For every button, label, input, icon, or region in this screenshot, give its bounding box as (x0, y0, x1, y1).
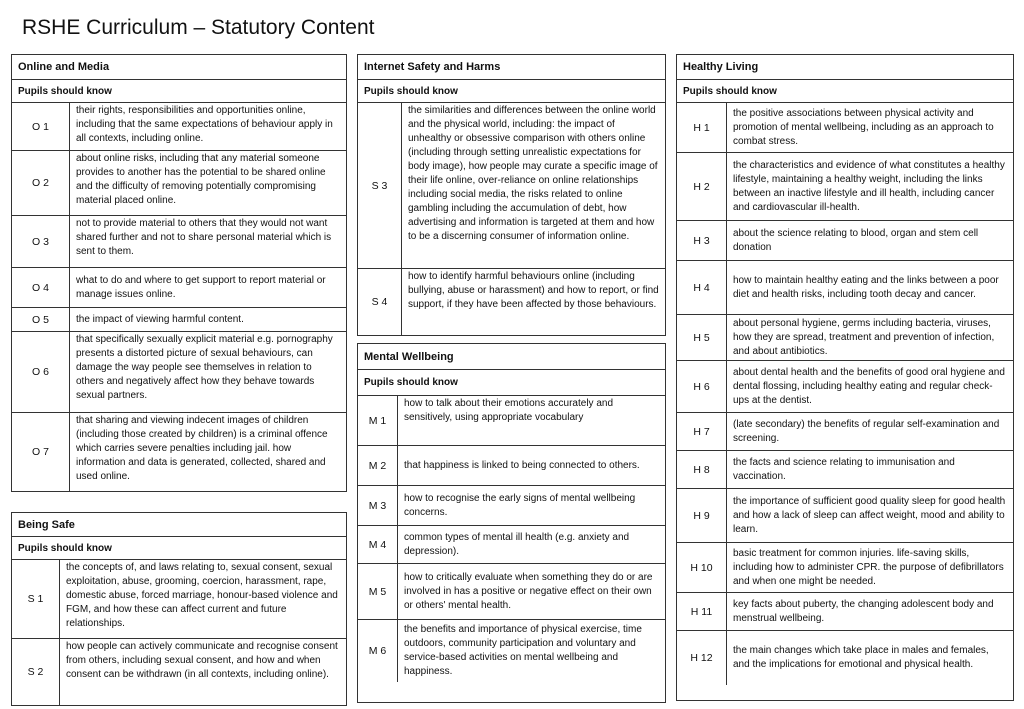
table-row (12, 268, 346, 308)
table-row (12, 103, 346, 151)
table-row (677, 221, 1013, 261)
row-code: S 1 (12, 560, 60, 638)
row-code: H 3 (677, 221, 727, 260)
healthy-living-panel (676, 54, 1014, 701)
table-row (677, 451, 1013, 489)
row-code: O 1 (12, 103, 70, 150)
row-text: about online risks, including that any material someone provides to another has the potential to be shared online and the difficulty of removing potentially compromising material placed online. (76, 153, 326, 206)
row-text: the importance of sufficient good quality sleep for good health and how a lack of sleep can affect weight, mood and ability to learn. (733, 495, 1006, 535)
table-row (12, 413, 346, 491)
mental-wellbeing-panel (357, 343, 666, 703)
row-text: how to critically evaluate when something they do or are involved in has a positive or negative effect on their own or others' mental health. (404, 571, 653, 611)
table-row (358, 486, 665, 526)
table-row (358, 620, 665, 682)
table-row (677, 543, 1013, 593)
row-code: H 11 (677, 593, 727, 630)
internet-safety-panel (357, 54, 666, 336)
panel-heading: Internet Safety and Harms (358, 55, 665, 80)
row-code: H 4 (677, 261, 727, 314)
row-text: their rights, responsibilities and opportunities online, including that the same expectations of behaviour apply in all contexts, including online. (76, 105, 333, 144)
panel-heading: Being Safe (12, 513, 346, 537)
row-code: H 10 (677, 543, 727, 592)
row-text: how to talk about their emotions accurately and sensitively, using appropriate vocabulary (404, 398, 614, 423)
row-code: O 2 (12, 151, 70, 215)
row-code: O 3 (12, 216, 70, 267)
being-safe-panel (11, 512, 347, 706)
row-text: basic treatment for common injuries. life-saving skills, including how to administer CPR. the purpose of defibrillators and when one might be needed. (733, 547, 1004, 587)
row-code: O 5 (12, 308, 70, 331)
table-row (677, 315, 1013, 361)
table-row (677, 413, 1013, 451)
panel-heading: Online and Media (12, 55, 346, 80)
row-text: the benefits and importance of physical exercise, time outdoors, community participation and voluntary and service-based activities on mental wellbeing and happiness. (404, 624, 642, 677)
row-text: about personal hygiene, germs including bacteria, viruses, how they are spread, treatment and prevention of infection, and about antibiotics. (733, 317, 995, 357)
table-row (12, 308, 346, 332)
row-text: about the science relating to blood, organ and stem cell donation (733, 227, 979, 253)
row-text: that happiness is linked to being connected to others. (404, 459, 640, 471)
row-text: not to provide material to others that they would not want shared further and not to share personal material which is sent to them. (76, 218, 332, 257)
panel-subheading: Pupils should know (677, 80, 1013, 103)
row-text: the main changes which take place in males and females, and the implications for emotional and physical health. (733, 645, 989, 670)
row-code: H 1 (677, 103, 727, 152)
table-row (358, 564, 665, 620)
row-code: H 2 (677, 153, 727, 220)
row-text: the similarities and differences between the online world and the physical world, including: the impact of unhealthy or obsessive comparison with others online (including through setting unrealistic expectations for body image), how people may curate a specific image of their life online, over-reliance on online relationships including social media, the risks related to online gambling including the accumulation of debt, how advertising and information is targeted at them and how to be a discerning consumer of information online. (408, 105, 658, 242)
row-code: H 5 (677, 315, 727, 360)
online-media-panel (11, 54, 347, 492)
table-row (358, 396, 665, 446)
row-text: common types of mental ill health (e.g. anxiety and depression). (404, 531, 630, 557)
row-code: M 5 (358, 564, 398, 619)
row-code: H 12 (677, 631, 727, 685)
row-code: S 4 (358, 269, 402, 335)
table-row (358, 103, 665, 269)
row-code: M 4 (358, 526, 398, 563)
row-code: O 7 (12, 413, 70, 491)
row-code: M 6 (358, 620, 398, 682)
panel-subheading: Pupils should know (358, 370, 665, 396)
row-text: key facts about puberty, the changing adolescent body and menstrual wellbeing. (733, 598, 994, 624)
table-row (677, 593, 1013, 631)
row-code: M 3 (358, 486, 398, 525)
row-text: the concepts of, and laws relating to, sexual consent, sexual exploitation, abuse, grooming, coercion, harassment, rape, domestic abuse, forced marriage, honour-based violence and FGM, and how these can affect current and future relationships. (66, 562, 338, 629)
row-code: O 4 (12, 268, 70, 307)
table-row (677, 631, 1013, 685)
panel-subheading: Pupils should know (358, 80, 665, 103)
row-code: O 6 (12, 332, 70, 412)
table-row (12, 216, 346, 268)
table-row (12, 151, 346, 216)
table-row (677, 361, 1013, 413)
row-text: the impact of viewing harmful content. (76, 313, 244, 325)
row-text: how to identify harmful behaviours online (including bullying, abuse or harassment) and how to report, or find support, if they have been affected by those behaviours. (408, 271, 659, 310)
row-code: S 2 (12, 639, 60, 705)
row-code: M 1 (358, 396, 398, 445)
panel-heading: Healthy Living (677, 55, 1013, 80)
page-title: RSHE Curriculum – Statutory Content (22, 16, 375, 39)
table-row (677, 489, 1013, 543)
row-text: the facts and science relating to immunisation and vaccination. (733, 456, 955, 482)
row-text: that specifically sexually explicit material e.g. pornography presents a distorted picture of sexual behaviours, can damage the way people see themselves in relation to others and negatively affect how they behave towards sexual partners. (76, 334, 333, 401)
row-code: H 6 (677, 361, 727, 412)
row-text: about dental health and the benefits of good oral hygiene and dental flossing, including healthy eating and regular check-ups at the dentist. (733, 366, 1005, 406)
table-row (677, 261, 1013, 315)
row-code: H 9 (677, 489, 727, 542)
table-row (677, 103, 1013, 153)
row-text: how people can actively communicate and recognise consent from others, including sexual consent, and how and when consent can be withdrawn (in all contexts, including online). (66, 641, 338, 680)
table-row (12, 639, 346, 705)
table-row (677, 153, 1013, 221)
table-row (358, 269, 665, 335)
table-row (358, 526, 665, 564)
row-text: that sharing and viewing indecent images of children (including those created by children) is a criminal offence which carries severe penalties including jail. how information and data is generated, collected, shared and used online. (76, 415, 328, 482)
row-code: H 7 (677, 413, 727, 450)
row-text: how to maintain healthy eating and the links between a poor diet and health risks, including tooth decay and cancer. (733, 274, 999, 300)
row-text: the characteristics and evidence of what constitutes a healthy lifestyle, maintaining a healthy weight, including the links between an inactive lifestyle and ill health, including cancer and cardiovascular ill-health. (733, 159, 1005, 213)
panel-subheading: Pupils should know (12, 80, 346, 103)
row-text: (late secondary) the benefits of regular self-examination and screening. (733, 418, 1000, 444)
row-code: M 2 (358, 446, 398, 485)
table-row (358, 446, 665, 486)
row-text: what to do and where to get support to report material or manage issues online. (76, 274, 326, 300)
table-row (12, 560, 346, 639)
row-code: S 3 (358, 103, 402, 268)
panel-heading: Mental Wellbeing (358, 344, 665, 370)
row-code: H 8 (677, 451, 727, 488)
row-text: the positive associations between physical activity and promotion of mental wellbeing, including as an approach to combat stress. (733, 107, 994, 147)
panel-subheading: Pupils should know (12, 537, 346, 560)
table-row (12, 332, 346, 413)
row-text: how to recognise the early signs of mental wellbeing concerns. (404, 492, 636, 518)
